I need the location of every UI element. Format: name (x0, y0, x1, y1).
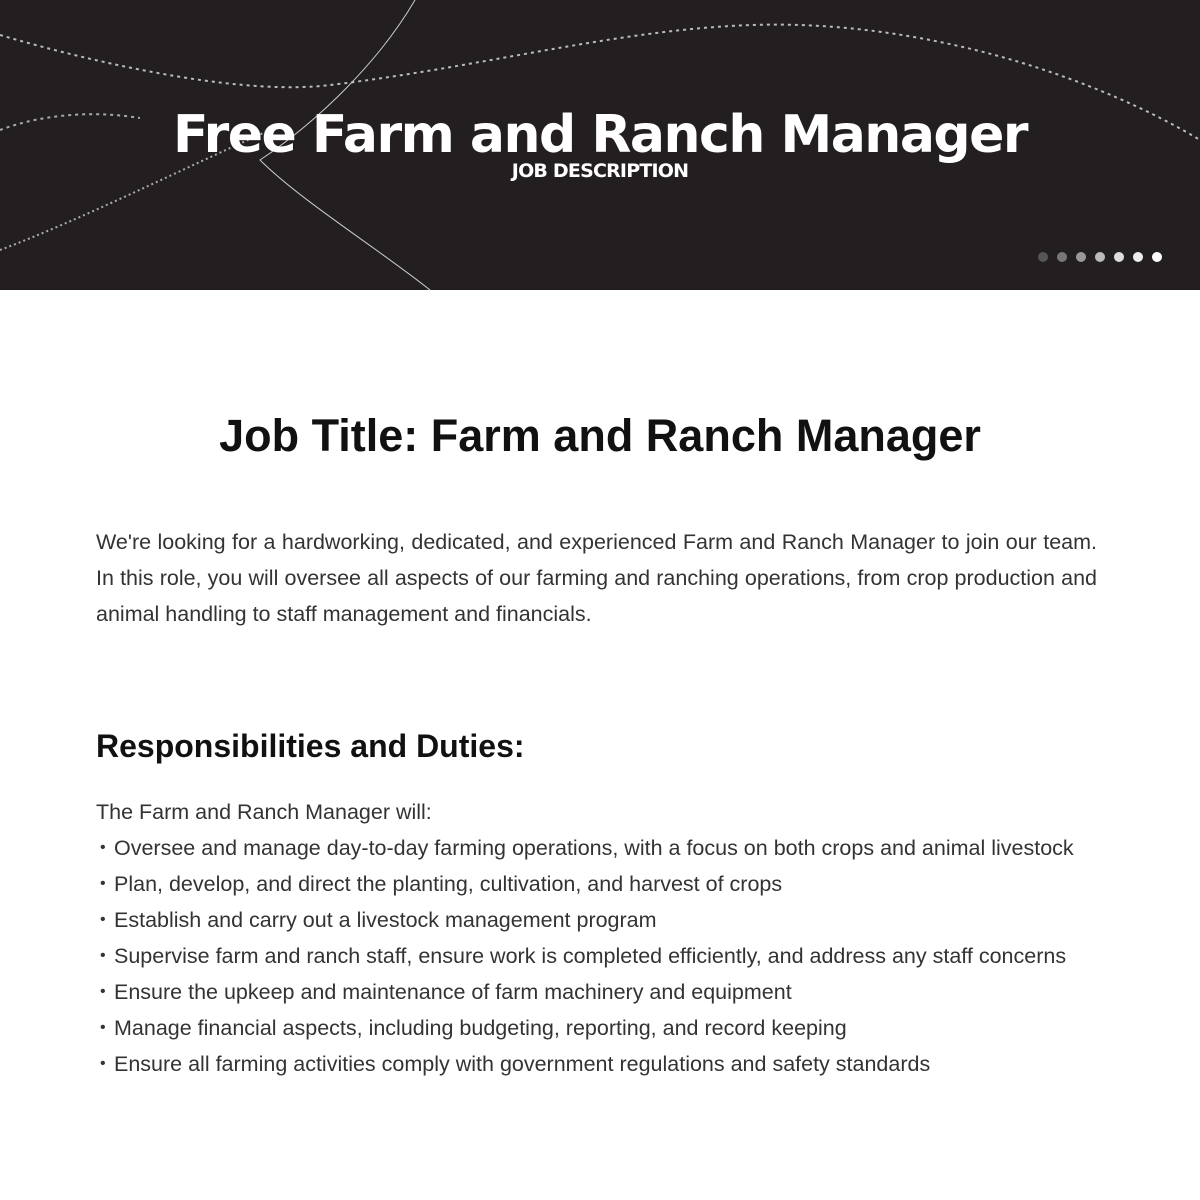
list-item: • Plan, develop, and direct the planting, cultivation, and harvest of crops (96, 866, 1078, 902)
list-item: • Oversee and manage day-to-day farming operations, with a focus on both crops and animal livestock (96, 830, 1078, 866)
responsibilities-heading: Responsibilities and Duties: (96, 728, 525, 764)
list-item: • Manage financial aspects, including budgeting, reporting, and record keeping (96, 1010, 1078, 1046)
list-item: • Ensure the upkeep and maintenance of farm machinery and equipment (96, 974, 1078, 1010)
list-item: • Supervise farm and ranch staff, ensure work is completed efficiently, and address any staff concerns (96, 938, 1078, 974)
list-item: • Ensure all farming activities comply with government regulations and safety standards (96, 1046, 1078, 1082)
banner-title: Free Farm and Ranch Manager (172, 105, 1028, 165)
responsibilities-list (96, 830, 1078, 1082)
list-item: • Establish and carry out a livestock management program (96, 902, 1078, 938)
job-title: Job Title: Farm and Ranch Manager (219, 410, 981, 461)
responsibilities-lead: The Farm and Ranch Manager will: (96, 800, 432, 824)
header-banner (0, 0, 1200, 290)
banner-subtitle: JOB DESCRIPTION (511, 160, 689, 182)
decorative-dots (1038, 252, 1162, 262)
intro-paragraph: We're looking for a hardworking, dedicated, and experienced Farm and Ranch Manager to join our team. In this role, you will oversee all aspects of our farming and ranching operations, from crop production and animal handling to staff management and financials. (96, 530, 1097, 626)
